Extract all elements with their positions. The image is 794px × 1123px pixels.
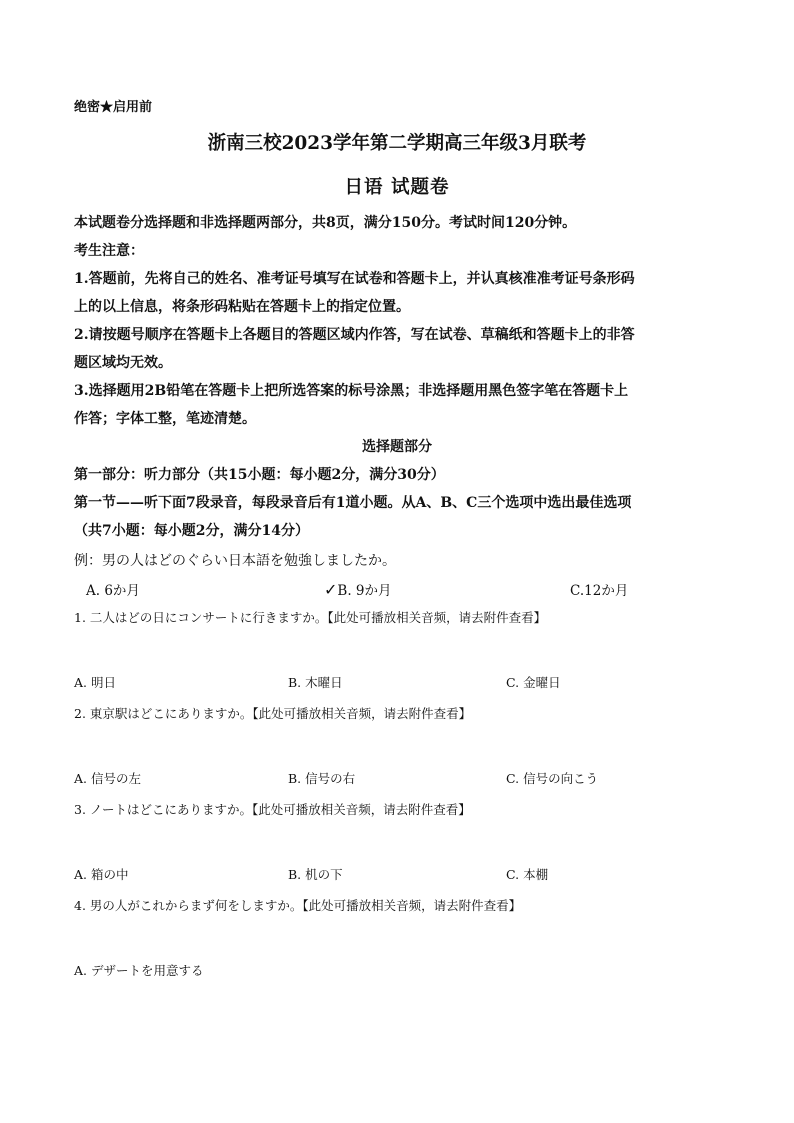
section-1-line-1: 第一节——听下面7段录音，每段录音后有1道小题。从A、B、C三个选项中选出最佳选项 — [74, 495, 632, 511]
question-4-option-a: A. デザートを用意する — [74, 963, 204, 978]
note-1-line-2: 上的以上信息，将条形码粘贴在答题卡上的指定位置。 — [74, 299, 410, 315]
question-3-option-c: C. 本棚 — [506, 867, 549, 882]
example-option-b-wrap — [324, 579, 392, 599]
example-question: 例：男の人はどのぐらい日本語を勉強しましたか。 — [74, 553, 396, 569]
question-4: 4. 男の人がこれからまず何をしますか。【此处可播放相关音频，请去附件查看】 — [74, 898, 522, 913]
question-1-options — [74, 669, 720, 699]
question-3-option-a: A. 箱の中 — [74, 867, 129, 882]
question-3-option-b: B. 机の下 — [288, 867, 343, 882]
question-1-option-a: A. 明日 — [74, 675, 116, 690]
question-2-options — [74, 765, 720, 795]
notice-heading: 考生注意： — [74, 243, 144, 259]
exam-subtitle: 日语 试题卷 — [344, 177, 450, 198]
exam-title: 浙南三校2023学年第二学期高三年级3月联考 — [207, 133, 587, 154]
check-icon: ✓ — [324, 580, 338, 599]
question-4-options — [74, 957, 720, 987]
example-options — [74, 575, 720, 601]
note-3-line-2: 作答；字体工整，笔迹清楚。 — [74, 411, 256, 427]
question-1-option-c: C. 金曜日 — [506, 675, 561, 690]
question-3-options — [74, 861, 720, 891]
question-3: 3. ノートはどこにありますか。【此处可播放相关音频，请去附件查看】 — [74, 802, 471, 817]
question-2-option-c: C. 信号の向こう — [506, 771, 599, 786]
intro-line: 本试题卷分选择题和非选择题两部分，共8页，满分150分。考试时间120分钟。 — [74, 215, 577, 231]
secret-label: 绝密★启用前 — [74, 100, 153, 115]
question-2-option-a: A. 信号の左 — [74, 771, 141, 786]
note-2-line-1: 2.请按题号顺序在答题卡上各题目的答题区域内作答，写在试卷、草稿纸和答题卡上的非答 — [74, 327, 635, 343]
example-option-c: C.12か月 — [570, 583, 629, 599]
section-heading: 选择题部分 — [362, 439, 432, 455]
section-1-line-2: （共7小题：每小题2分，满分14分） — [74, 523, 309, 539]
question-1-option-b: B. 木曜日 — [288, 675, 343, 690]
note-2-line-2: 题区域均无效。 — [74, 355, 172, 371]
example-option-a: A. 6か月 — [86, 583, 140, 599]
question-2-option-b: B. 信号の右 — [288, 771, 356, 786]
question-2: 2. 東京駅はどこにありますか。【此处可播放相关音频，请去附件查看】 — [74, 706, 472, 721]
note-3-line-1: 3.选择题用2B铅笔在答题卡上把所选答案的标号涂黑；非选择题用黑色签字笔在答题卡上 — [74, 383, 629, 399]
question-1: 1. 二人はどの日にコンサートに行きますか。【此处可播放相关音频，请去附件查看】 — [74, 610, 547, 625]
part-1-heading: 第一部分：听力部分（共15小题：每小题2分，满分30分） — [74, 467, 445, 483]
example-option-b: B. 9か月 — [337, 583, 392, 599]
note-1-line-1: 1.答题前，先将自己的姓名、准考证号填写在试卷和答题卡上，并认真核准准考证号条形码 — [74, 271, 635, 287]
